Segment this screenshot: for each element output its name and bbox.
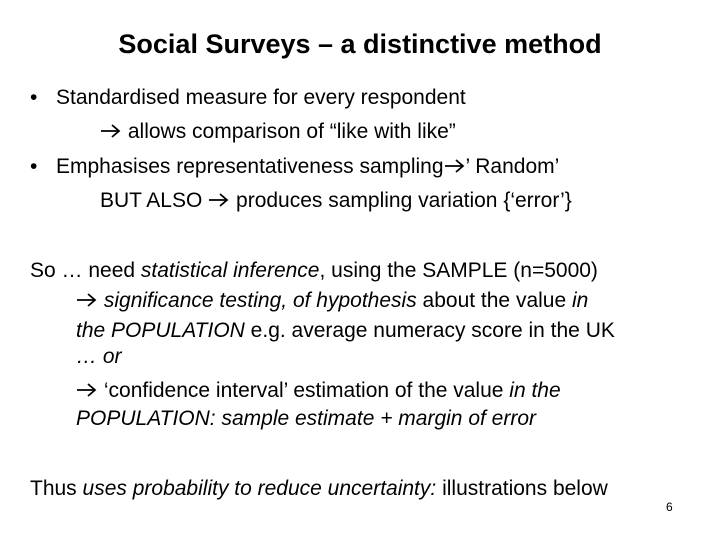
so-line-4 (76, 343, 122, 371)
so-line-5 (76, 377, 561, 405)
bullet-1-sub (100, 118, 456, 146)
bullet-1-sub-text: allows comparison of “like with like” (127, 120, 456, 143)
so-text: about the value (416, 289, 572, 312)
slide-title: Social Surveys – a distinctive method (118, 29, 602, 59)
thus-text: illustrations below (436, 477, 608, 500)
bullet-1-text: Standardised measure for every respondent (56, 86, 466, 109)
bullet-2-text-before: Emphasises representativeness sampling (56, 155, 444, 178)
thus-line (30, 475, 608, 503)
population-estimate-text: POPULATION: sample estimate + margin of error (76, 407, 537, 430)
statistical-inference-text: statistical inference (140, 259, 320, 282)
bullet-2-text (56, 153, 559, 181)
bullet-2-sub-after: produces sampling variation {‘error’} (236, 189, 572, 212)
bullet-marker: • (30, 86, 38, 109)
right-arrow-icon (76, 382, 98, 398)
population-text: the POPULATION (76, 319, 245, 342)
so-text: , using the SAMPLE (n=5000) (319, 259, 598, 282)
significance-testing-text: significance testing, of hypothesis (103, 289, 417, 312)
right-arrow-icon (76, 292, 98, 308)
so-text: e.g. average numeracy score in the UK (244, 319, 615, 342)
so-line-6 (76, 405, 536, 433)
bullet-2-text-after: ’ Random’ (465, 155, 560, 178)
so-text-italic: in the (509, 379, 561, 402)
bullet-2-sub-before: BUT ALSO (100, 189, 203, 212)
thus-text: Thus (30, 477, 83, 500)
bullet-2-sub (100, 187, 572, 215)
right-arrow-icon (208, 192, 230, 208)
probability-text: uses probability to reduce uncertainty: (82, 477, 437, 500)
or-text: … or (76, 345, 122, 368)
right-arrow-icon (100, 123, 122, 139)
so-line-3 (76, 317, 615, 345)
page-number: 6 (666, 500, 673, 514)
right-arrow-icon (444, 158, 466, 174)
confidence-interval-text: ‘confidence interval’ estimation of the value (103, 379, 510, 402)
so-line-1 (30, 257, 598, 285)
so-line-2 (76, 287, 588, 315)
bullet-marker: • (30, 155, 38, 178)
so-text: So … need (30, 259, 141, 282)
so-text-italic: in (572, 289, 589, 312)
